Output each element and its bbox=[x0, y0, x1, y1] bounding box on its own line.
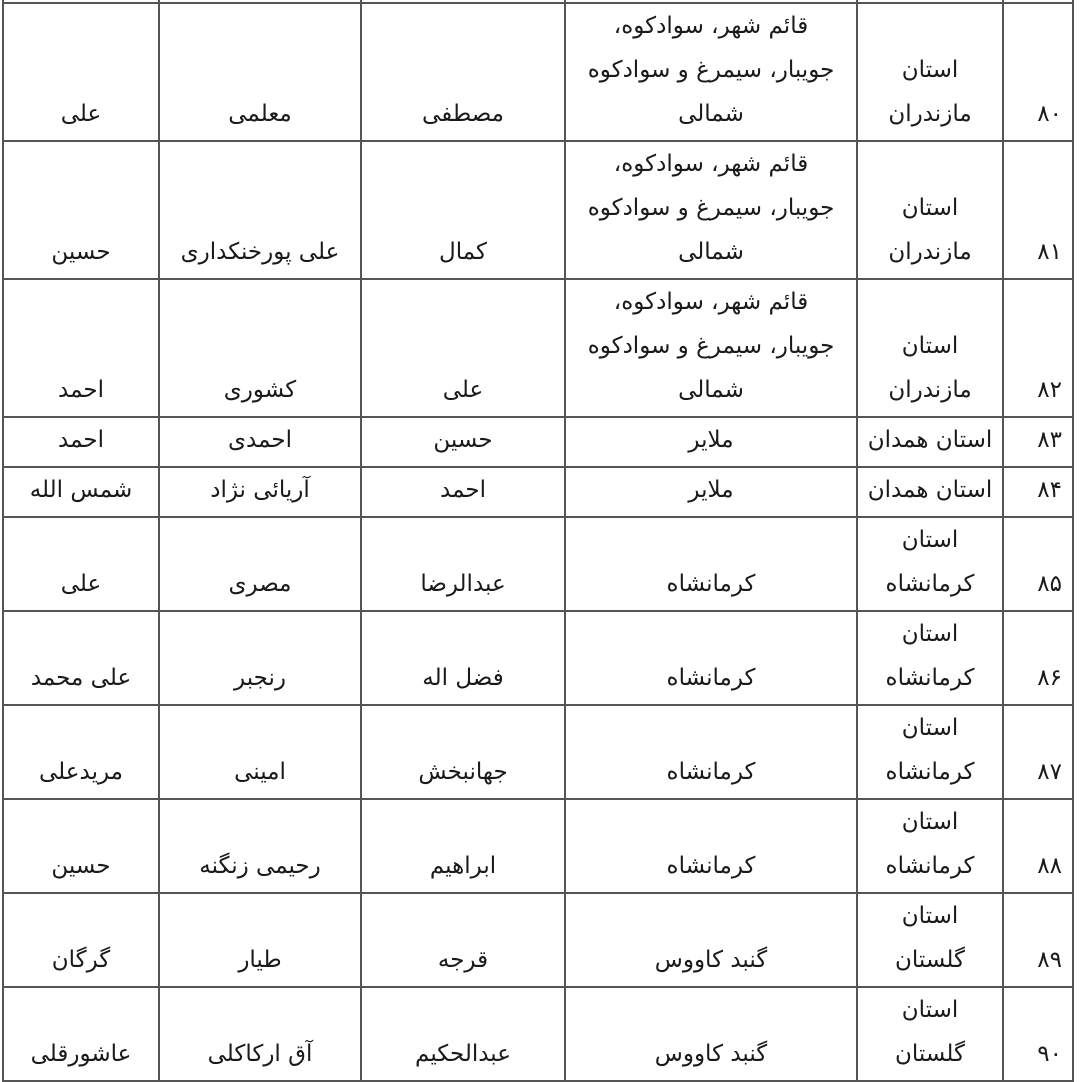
last-name-cell: آریائی نژاد bbox=[159, 467, 361, 517]
first-name-cell: عبدالرضا bbox=[361, 517, 565, 611]
province-cell bbox=[857, 611, 1003, 705]
province-cell-line: مازندران bbox=[888, 239, 972, 265]
father-name-cell: حسین bbox=[3, 799, 159, 893]
father-name-cell: عاشورقلی bbox=[3, 987, 159, 1081]
row-number-cell: ۸۹ bbox=[1003, 893, 1073, 987]
first-name-cell: مصطفی bbox=[361, 3, 565, 141]
province-cell-line: کرمانشاه bbox=[885, 759, 975, 785]
first-name-cell: فضل اله bbox=[361, 611, 565, 705]
row-number-cell: ۸۴ bbox=[1003, 467, 1073, 517]
city-cell-line: قائم شهر، سوادکوه، bbox=[613, 151, 809, 177]
first-name-cell: قرجه bbox=[361, 893, 565, 987]
father-name-cell: حسین bbox=[3, 141, 159, 279]
province-cell-line: استان bbox=[901, 621, 959, 647]
row-number-cell: ۸۶ bbox=[1003, 611, 1073, 705]
city-cell bbox=[565, 417, 857, 467]
city-cell bbox=[565, 705, 857, 799]
city-cell bbox=[565, 141, 857, 279]
last-name-cell: کشوری bbox=[159, 279, 361, 417]
city-cell-line: شمالی bbox=[678, 239, 744, 265]
winners-table bbox=[2, 0, 1074, 1082]
city-cell-line: ملایر bbox=[688, 427, 734, 453]
city-cell-line: جویبار، سیمرغ و سوادکوه bbox=[587, 57, 835, 83]
province-cell-line: مازندران bbox=[888, 377, 972, 403]
province-cell bbox=[857, 799, 1003, 893]
province-cell-line: کرمانشاه bbox=[885, 571, 975, 597]
row-number-cell: ۸۲ bbox=[1003, 279, 1073, 417]
father-name-cell: گرگان bbox=[3, 893, 159, 987]
city-cell-line: قائم شهر، سوادکوه، bbox=[613, 289, 809, 315]
row-number-cell: ۸۰ bbox=[1003, 3, 1073, 141]
first-name-cell: عبدالحکیم bbox=[361, 987, 565, 1081]
province-cell bbox=[857, 467, 1003, 517]
province-cell-line: استان bbox=[901, 903, 959, 929]
last-name-cell: رحیمی زنگنه bbox=[159, 799, 361, 893]
last-name-cell: رنجبر bbox=[159, 611, 361, 705]
province-cell bbox=[857, 417, 1003, 467]
row-number-cell: ۹۰ bbox=[1003, 987, 1073, 1081]
province-cell bbox=[857, 141, 1003, 279]
province-cell-line: استان bbox=[901, 333, 959, 359]
table-row bbox=[3, 417, 1073, 467]
father-name-cell: شمس الله bbox=[3, 467, 159, 517]
last-name-cell: مصری bbox=[159, 517, 361, 611]
table-row bbox=[3, 705, 1073, 799]
city-cell-line: گنبد کاووس bbox=[654, 1041, 768, 1067]
city-cell-line: کرمانشاه bbox=[666, 571, 756, 597]
last-name-cell: آق ارکاکلی bbox=[159, 987, 361, 1081]
table-row bbox=[3, 141, 1073, 279]
province-cell-line: استان bbox=[901, 527, 959, 553]
province-cell bbox=[857, 987, 1003, 1081]
province-cell-line: استان bbox=[901, 809, 959, 835]
last-name-cell: احمدی bbox=[159, 417, 361, 467]
table-row bbox=[3, 279, 1073, 417]
father-name-cell: علی bbox=[3, 517, 159, 611]
city-cell bbox=[565, 467, 857, 517]
father-name-cell: احمد bbox=[3, 279, 159, 417]
city-cell-line: ملایر bbox=[688, 477, 734, 503]
province-cell bbox=[857, 3, 1003, 141]
father-name-cell: احمد bbox=[3, 417, 159, 467]
city-cell-line: کرمانشاه bbox=[666, 665, 756, 691]
city-cell-line: گنبد کاووس bbox=[654, 947, 768, 973]
province-cell-line: استان همدان bbox=[867, 427, 993, 453]
city-cell bbox=[565, 893, 857, 987]
first-name-cell: جهانبخش bbox=[361, 705, 565, 799]
province-cell-line: گلستان bbox=[895, 1041, 965, 1067]
table-row bbox=[3, 987, 1073, 1081]
row-number-cell: ۸۵ bbox=[1003, 517, 1073, 611]
city-cell bbox=[565, 799, 857, 893]
first-name-cell: احمد bbox=[361, 467, 565, 517]
city-cell-line: کرمانشاه bbox=[666, 759, 756, 785]
first-name-cell: ابراهیم bbox=[361, 799, 565, 893]
table-row bbox=[3, 611, 1073, 705]
city-cell bbox=[565, 611, 857, 705]
last-name-cell: معلمی bbox=[159, 3, 361, 141]
city-cell-line: کرمانشاه bbox=[666, 853, 756, 879]
table-row bbox=[3, 893, 1073, 987]
table-row bbox=[3, 3, 1073, 141]
province-cell bbox=[857, 279, 1003, 417]
city-cell-line: جویبار، سیمرغ و سوادکوه bbox=[587, 333, 835, 359]
table-row bbox=[3, 799, 1073, 893]
table-row bbox=[3, 517, 1073, 611]
father-name-cell: علی محمد bbox=[3, 611, 159, 705]
row-number-cell: ۸۳ bbox=[1003, 417, 1073, 467]
row-number-cell: ۸۷ bbox=[1003, 705, 1073, 799]
last-name-cell: علی پورخنکداری bbox=[159, 141, 361, 279]
city-cell-line: شمالی bbox=[678, 101, 744, 127]
province-cell-line: کرمانشاه bbox=[885, 853, 975, 879]
province-cell-line: استان همدان bbox=[867, 477, 993, 503]
province-cell-line: استان bbox=[901, 195, 959, 221]
province-cell-line: گلستان bbox=[895, 947, 965, 973]
city-cell-line: شمالی bbox=[678, 377, 744, 403]
province-cell-line: کرمانشاه bbox=[885, 665, 975, 691]
row-number-cell: ۸۸ bbox=[1003, 799, 1073, 893]
city-cell-line: جویبار، سیمرغ و سوادکوه bbox=[587, 195, 835, 221]
last-name-cell: امینی bbox=[159, 705, 361, 799]
father-name-cell: علی bbox=[3, 3, 159, 141]
city-cell-line: قائم شهر، سوادکوه، bbox=[613, 13, 809, 39]
table-row bbox=[3, 467, 1073, 517]
city-cell bbox=[565, 987, 857, 1081]
province-cell-line: استان bbox=[901, 997, 959, 1023]
last-name-cell: طیار bbox=[159, 893, 361, 987]
province-cell bbox=[857, 705, 1003, 799]
province-cell-line: مازندران bbox=[888, 101, 972, 127]
city-cell bbox=[565, 279, 857, 417]
province-cell-line: استان bbox=[901, 715, 959, 741]
city-cell bbox=[565, 517, 857, 611]
row-number-cell: ۸۱ bbox=[1003, 141, 1073, 279]
province-cell-line: استان bbox=[901, 57, 959, 83]
first-name-cell: حسین bbox=[361, 417, 565, 467]
first-name-cell: کمال bbox=[361, 141, 565, 279]
province-cell bbox=[857, 517, 1003, 611]
city-cell bbox=[565, 3, 857, 141]
table-body bbox=[3, 0, 1073, 1081]
father-name-cell: مریدعلی bbox=[3, 705, 159, 799]
first-name-cell: علی bbox=[361, 279, 565, 417]
province-cell bbox=[857, 893, 1003, 987]
